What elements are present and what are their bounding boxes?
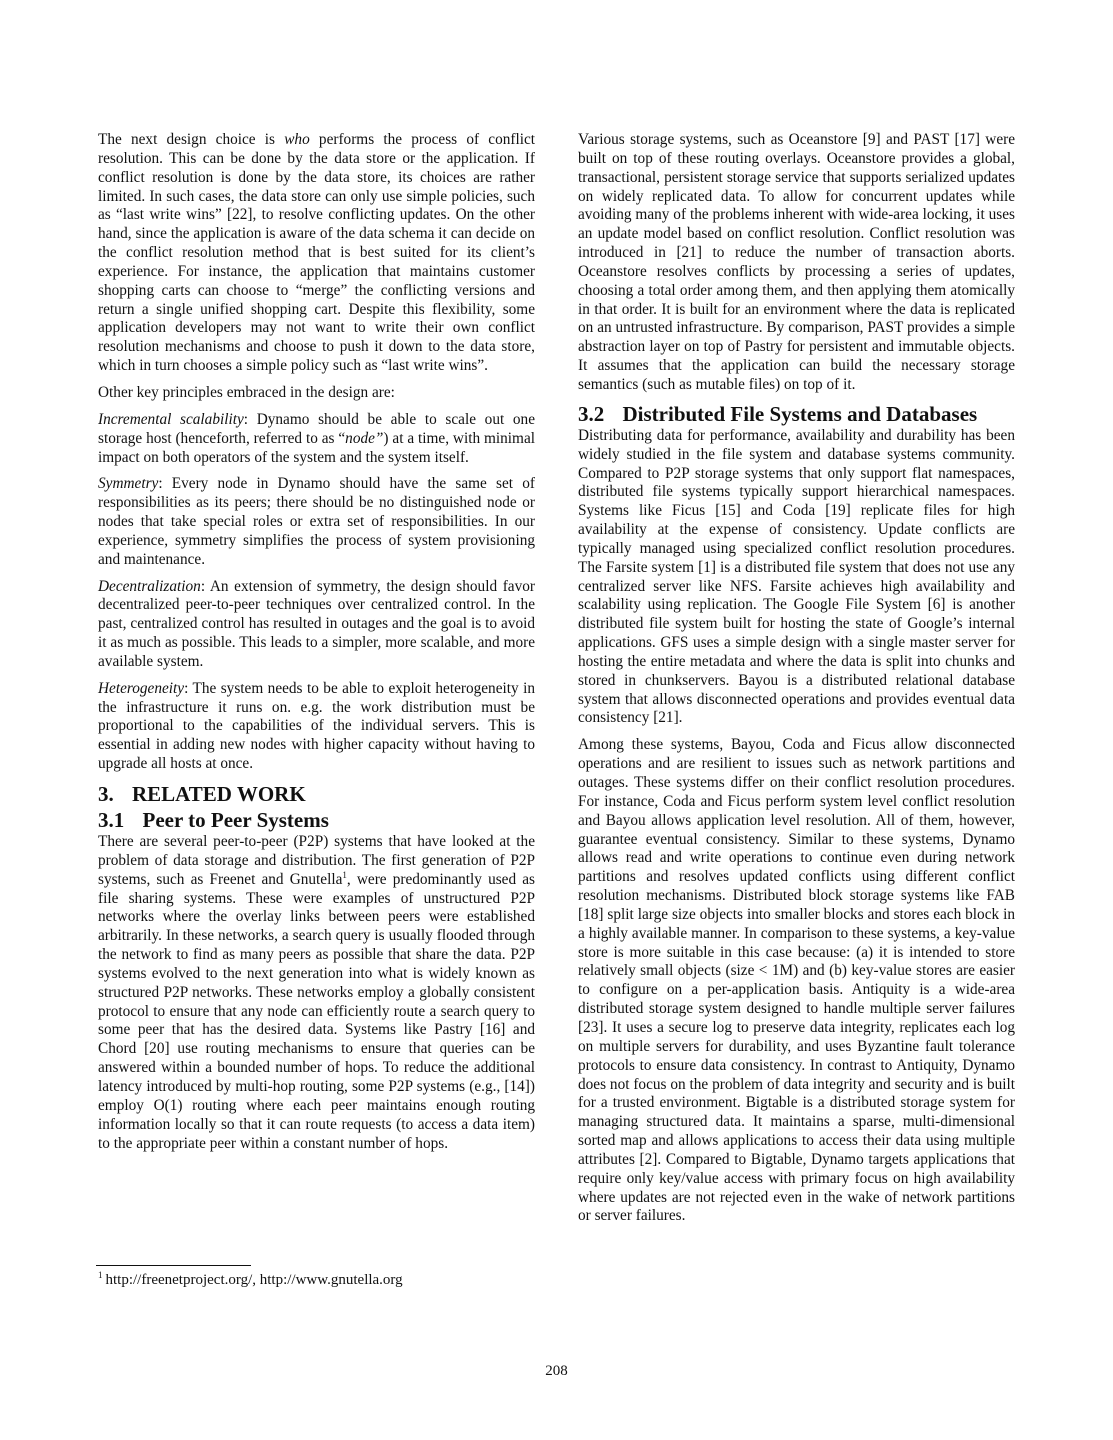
footnote-mark: 1: [98, 1270, 103, 1280]
principle-symmetry: [98, 475, 535, 569]
principle-term: Symmetry: [98, 475, 159, 493]
footnote-text: http://freenetproject.org/, http://www.gnutella.org: [105, 1272, 403, 1288]
principle-decentralization: [98, 578, 535, 672]
text: : Every node in Dynamo should have the same set of responsibilities as its peers; there should be no distinguished node or nodes that take special roles or extra set of responsibilities. In our experience, symmetry simplifies the process of system provisioning and maintenance.: [98, 475, 535, 568]
paragraph-p2p-systems: [98, 833, 535, 1153]
paragraph-systems-comparison: Among these systems, Bayou, Coda and Ficus allow disconnected operations and are resilient to issues such as network partitions and outages. These systems differ on their conflict resolution procedures. For instance, Coda and Ficus perform system level conflict resolution and Bayou allows application level resolution. All of them, however, guarantee eventual consistency. Similar to these systems, Dynamo allows read and write operations to continue even during network partitions and resolves updated conflicts using different conflict resolution mechanisms. Distributed block storage systems like FAB [18] split large size objects into smaller blocks and stores each block in a highly available manner. In comparison to these systems, a key-value store is more suitable in this case because: (a) it is intended to store relatively small objects (size < 1M) and (b) key-value stores are easier to configure on a per-application basis. Antiquity is a wide-area distributed storage system designed to handle multiple server failures [23]. It uses a secure log to preserve data integrity, replicates each log on multiple servers for durability, and uses Byzantine fault tolerance protocols to ensure data consistency. In contrast to Antiquity, Dynamo does not focus on the problem of data integrity and security and is built for a trusted environment. Bigtable is a distributed storage system for managing structured data. It maintains a sparse, multi-dimensional sorted map and allows applications to access their data using multiple attributes [2]. Compared to Bigtable, Dynamo targets applications that require only key/value access with primary focus on high availability where updates are not rejected even in the wake of network partitions or server failures.: [578, 736, 1015, 1225]
section-number: 3.2: [578, 401, 605, 426]
text: : An extension of symmetry, the design should favor decentralized peer-to-peer techniques over centralized control. In the past, centralized control has resulted in outages and the goal is to avoid it as much as possible. This leads to a simpler, more scalable, and more available system.: [98, 577, 535, 670]
footnote: [98, 1271, 403, 1289]
paragraph-conflict-resolution: [98, 131, 535, 376]
emphasis: who: [284, 131, 310, 148]
text: performs the process of conflict resolution. This can be done by the data store or the application. If conflict resolution is done by the data store, its choices are rather limited. In such cases, the data store can only use simple policies, such as “last write wins” [22], to resolve conflicting updates. On the other hand, since the application is aware of the data schema it can decide on the conflict resolution method that is best suited for its client’s experience. For instance, the application that maintains customer shopping carts can choose to “merge” the conflicting versions and return a single unified shopping cart. Despite this flexibility, some application developers may not want to write their own conflict resolution mechanisms and choose to push it down to the data store, which in turn chooses a simple policy such as “last write wins”.: [98, 131, 535, 375]
principle-term: Heterogeneity: [98, 679, 185, 697]
subsection-heading-p2p: [98, 807, 535, 833]
paragraph-distributed-fs: Distributing data for performance, availability and durability has been widely studied in the file system and database systems community. Compared to P2P storage systems that only support flat namespaces, distributed file systems typically support hierarchical namespaces. Systems like Ficus [15] and Coda [19] replicate files for high availability at the expense of consistency. Update conflicts are typically managed using specialized conflict resolution procedures. The Farsite system [1] is a distributed file system that does not use any centralized server like NFS. Farsite achieves high availability and scalability using replication. The Google File System [6] is another distributed file system built for hosting the state of Google’s internal applications. GFS uses a simple design with a single master server for hosting the entire metadata and where the data is split into chunks and stored in chunkservers. Bayou is a distributed relational database system that allows disconnected operations and provides eventual data consistency [21].: [578, 426, 1015, 727]
text: ) at a time, with minimal impact on both operators of the system and the system itself.: [98, 429, 535, 466]
footnote-divider: [96, 1265, 251, 1266]
text: , were predominantly used as file sharing systems. These were examples of unstructured P2P networks where the overlay links between peers were established arbitrarily. In these networks, a search query is usually flooded through the network to find as many peers as possible that share the data. P2P systems evolved to the next generation into what is widely known as structured P2P networks. These networks employ a globally consistent protocol to ensure that any node can efficiently route a search query to some peer that has the desired data. Systems like Pastry [16] and Chord [20] use routing mechanisms to ensure that queries can be answered within a bounded number of hops. To reduce the additional latency introduced by multi-hop routing, some P2P systems (e.g., [14]) employ O(1) routing where each peer maintains enough routing information locally so that it can route requests (to access a data item) to the appropriate peer within a constant number of hops.: [98, 870, 535, 1152]
section-heading-related-work: [98, 781, 535, 807]
principle-term: Incremental scalability: [98, 410, 244, 428]
left-column: [98, 131, 535, 1161]
emphasis: node”: [345, 429, 384, 447]
text: There are several peer-to-peer (P2P) systems that have looked at the problem of data storage and distribution. The first generation of P2P systems, such as Freenet and Gnutella: [98, 833, 535, 888]
section-title: Peer to Peer Systems: [142, 808, 329, 832]
paragraph-storage-overlays: Various storage systems, such as Oceanstore [9] and PAST [17] were built on top of these routing overlays. Oceanstore provides a global, transactional, persistent storage service that supports serialized updates on widely replicated data. To allow for concurrent updates while avoiding many of the problems inherent with wide-area locking, it uses an update model based on conflict resolution. Conflict resolution was introduced in [21] to reduce the number of transaction aborts. Oceanstore resolves conflicts by processing a series of updates, choosing a total order among them, and then applying them atomically in that order. It is built for an environment where the data is replicated on an untrusted infrastructure. By comparison, PAST provides a simple abstraction layer on top of Pastry for persistent and immutable objects. It assumes that the application can build the necessary storage semantics (such as mutable files) on top of it.: [578, 131, 1015, 393]
section-title: RELATED WORK: [132, 782, 306, 806]
principle-term: Decentralization: [98, 577, 201, 595]
footnote-reference[interactable]: 1: [342, 869, 347, 880]
text: : The system needs to be able to exploit heterogeneity in the infrastructure it runs on. e.g. the work distribution must be proportional to the capabilities of the individual servers. This is essential in adding new nodes with higher capacity without having to upgrade all hosts at once.: [98, 679, 535, 773]
text: The next design choice is: [98, 131, 285, 148]
right-column: [578, 131, 1015, 1234]
section-number: 3.1: [98, 808, 125, 832]
paragraph-key-principles: Other key principles embraced in the design are:: [98, 383, 395, 401]
principle-heterogeneity: [98, 680, 535, 774]
principle-incremental-scalability: [98, 411, 535, 468]
section-title: Distributed File Systems and Databases: [622, 401, 978, 426]
section-number: 3.: [98, 782, 114, 806]
text: : Dynamo should be able to scale out one storage host (henceforth, referred to as “: [98, 410, 535, 447]
page-number: 208: [545, 1363, 568, 1379]
subsection-heading-distributed-fs: [578, 401, 1015, 427]
